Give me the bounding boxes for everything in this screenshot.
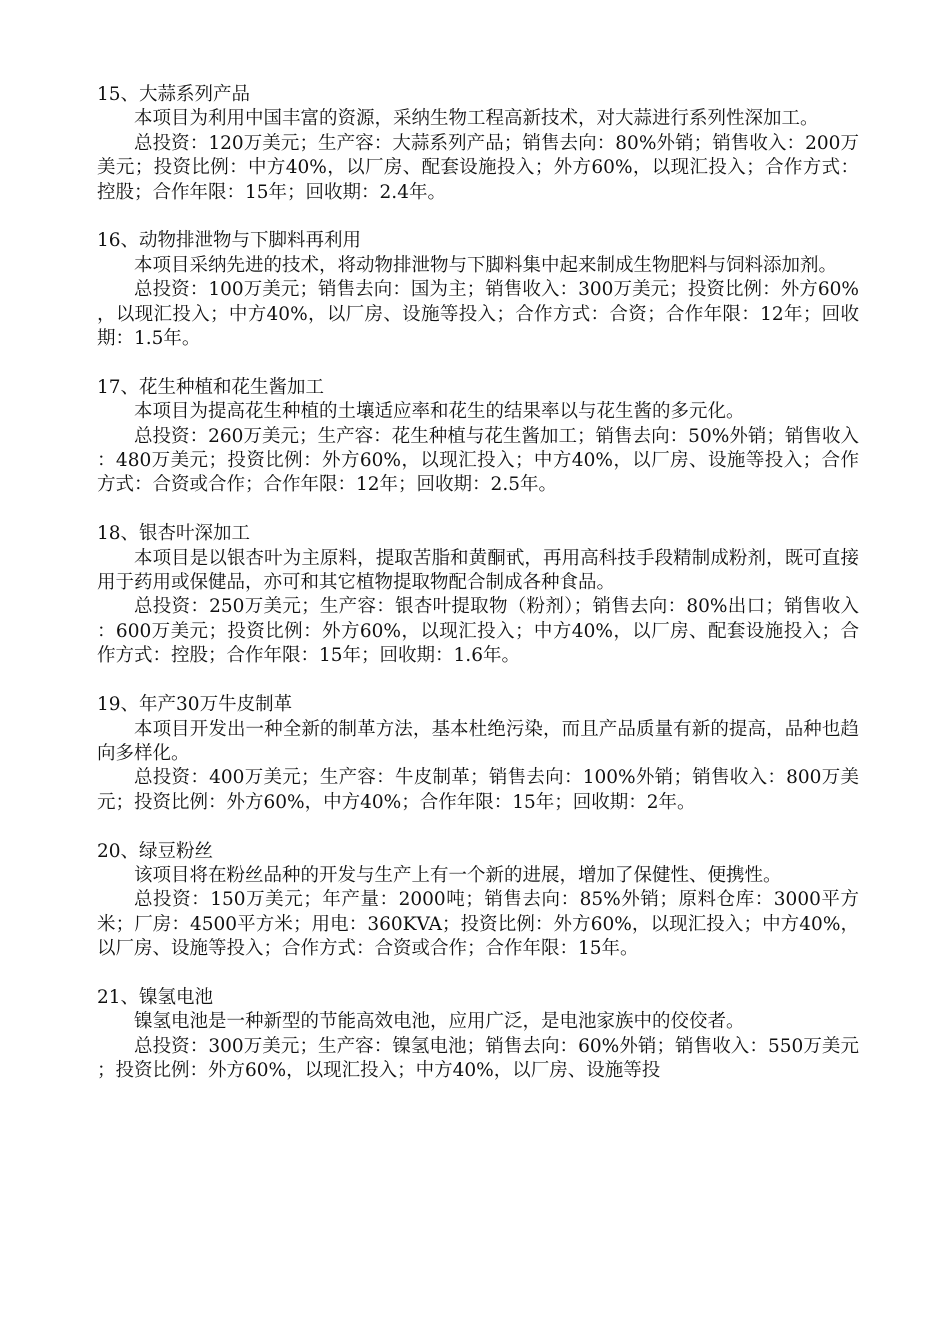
project-section-18	[97, 522, 859, 668]
project-title: 20、绿豆粉丝	[97, 840, 214, 862]
project-section-19	[97, 693, 859, 815]
project-investment-details: 总投资：250万美元；生产容：银杏叶提取物（粉剂）；销售去向：80%出口；销售收入：600万美元；投资比例：外方60%，以现汇投入；中方40%，以厂房、配套设施投入；合作方式：控股；合作年限：15年；回收期：1.6年。	[97, 596, 859, 667]
project-description: 镍氢电池是一种新型的节能高效电池，应用广泛，是电池家族中的佼佼者。	[134, 1011, 745, 1033]
project-title: 17、花生种植和花生酱加工	[97, 376, 325, 398]
project-description: 本项目开发出一种全新的制革方法，基本杜绝污染，而且产品质量有新的提高，品种也趋向多样化。	[97, 718, 859, 764]
project-title: 16、动物排泄物与下脚料再利用	[97, 230, 362, 252]
project-description: 该项目将在粉丝品种的开发与生产上有一个新的进展，增加了保健性、便携性。	[134, 864, 782, 886]
project-title: 21、镍氢电池	[97, 986, 214, 1008]
project-section-21	[97, 986, 859, 1084]
project-description: 本项目是以银杏叶为主原料，提取苦脂和黄酮甙，再用高科技手段精制成粉剂，既可直接用于药用或保健品，亦可和其它植物提取物配合制成各种食品。	[97, 547, 859, 594]
project-description: 本项目为利用中国丰富的资源，采纳生物工程高新技术，对大蒜进行系列性深加工。	[134, 108, 819, 130]
project-investment-details: 总投资：400万美元；生产容：牛皮制革；销售去向：100%外销；销售收入：800万美元；投资比例：外方60%，中方40%；合作年限：15年；回收期：2年。	[97, 767, 859, 813]
project-investment-details: 总投资：300万美元；生产容：镍氢电池；销售去向：60%外销；销售收入：550万美元；投资比例：外方60%，以现汇投入；中方40%，以厂房、设施等投	[97, 1035, 859, 1082]
project-section-20	[97, 840, 859, 962]
project-description: 本项目为提高花生种植的土壤适应率和花生的结果率以与花生酱的多元化。	[134, 401, 745, 423]
project-section-15	[97, 83, 859, 205]
project-investment-details: 总投资：120万美元；生产容：大蒜系列产品；销售去向：80%外销；销售收入：200万美元；投资比例：中方40%，以厂房、配套设施投入；外方60%，以现汇投入；合作方式：控股；合作年限：15年；回收期：2.4年。	[97, 132, 859, 203]
project-title: 15、大蒜系列产品	[97, 84, 251, 105]
project-investment-details: 总投资：150万美元；年产量：2000吨；销售去向：85%外销；原料仓库：3000平方米；厂房：4500平方米；用电：360KVA；投资比例：外方60%，以现汇投入；中方40%，以厂房、设施等投入；合作方式：合资或合作；合作年限：15年。	[97, 889, 859, 960]
project-section-16	[97, 229, 859, 351]
project-section-17	[97, 376, 859, 498]
project-description: 本项目采纳先进的技术，将动物排泄物与下脚料集中起来制成生物肥料与饲料添加剂。	[134, 254, 838, 276]
project-investment-details: 总投资：100万美元；销售去向：国为主；销售收入：300万美元；投资比例：外方60%，以现汇投入；中方40%，以厂房、设施等投入；合作方式：合资；合作年限：12年；回收期：1.5年。	[97, 279, 859, 350]
document-body	[97, 83, 859, 1084]
project-title: 19、年产30万牛皮制革	[97, 694, 293, 716]
project-investment-details: 总投资：260万美元；生产容：花生种植与花生酱加工；销售去向：50%外销；销售收入：480万美元；投资比例：外方60%，以现汇投入；中方40%，以厂房、设施等投入；合作方式：合资或合作；合作年限：12年；回收期：2.5年。	[97, 425, 859, 496]
project-title: 18、银杏叶深加工	[97, 523, 251, 545]
